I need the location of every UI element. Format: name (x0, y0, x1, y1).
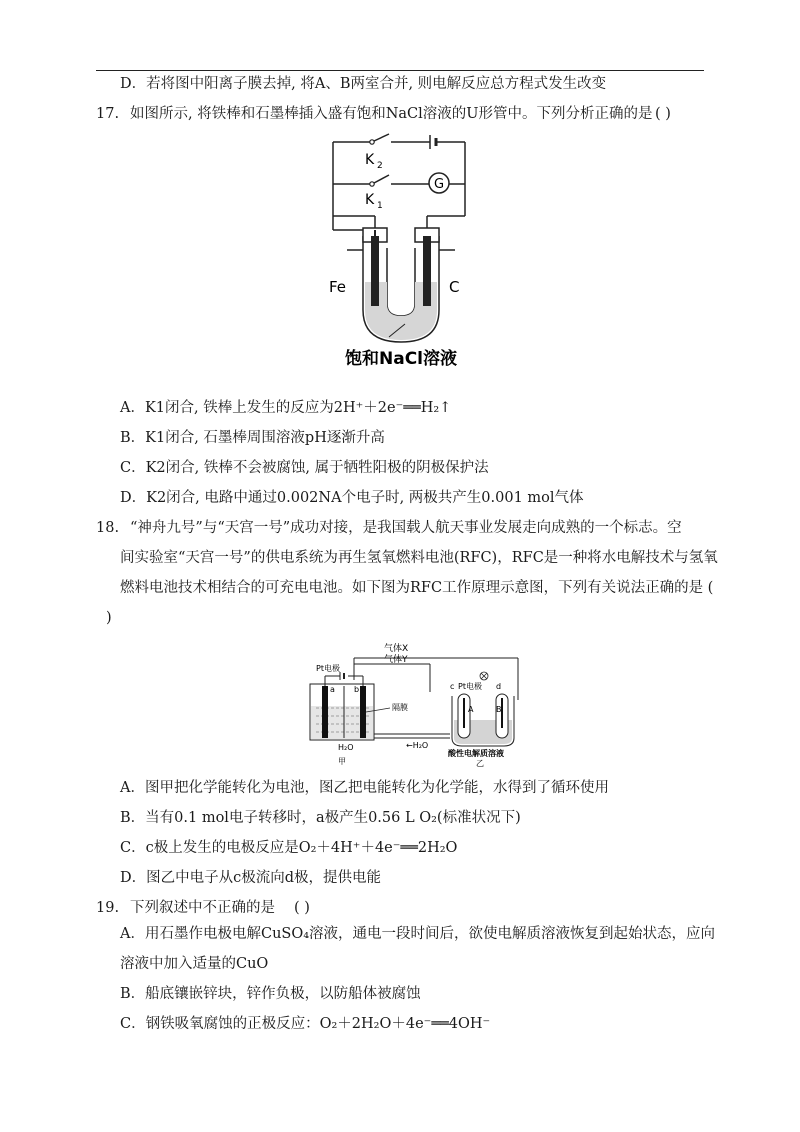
q19-option-a-cont: 溶液中加入适量的CuO (120, 956, 269, 972)
membrane-label: 隔膜 (392, 703, 408, 712)
q18-option-d: D．图乙中电子从c极流向d极，提供电能 (120, 870, 382, 886)
q18-stem-line-2: 间实验室“天宫一号”的供电系统为再生氢氧燃料电池(RFC)，RFC是一种将水电解技术与氢氧 (120, 550, 718, 566)
q18-option-a: A．图甲把化学能转化为电池，图乙把电能转化为化学能，水得到了循环使用 (120, 780, 609, 796)
q19-option-b: B．船底镶嵌锌块，锌作负极，以防船体被腐蚀 (120, 986, 421, 1002)
k1-label: K (365, 192, 375, 208)
q17-number: 17. (96, 106, 120, 122)
q18-number: 18. (96, 520, 120, 536)
c-electrode-label: c (450, 682, 455, 691)
q19-number: 19. (96, 900, 120, 916)
h2o-left-label: H₂O (338, 743, 354, 752)
q17-option-a: A．K1闭合, 铁棒上发生的反应为2H⁺＋2e⁻══H₂↑ (120, 400, 452, 416)
pt-right-label: Pt电极 (458, 682, 482, 691)
option-d-prev: D．若将图中阳离子膜去掉, 将A、B两室合并, 则电解反应总方程式发生改变 (120, 76, 607, 92)
h2o-arrow-label: ←H₂O (406, 741, 429, 750)
q17-option-c: C．K2闭合, 铁棒不会被腐蚀, 属于牺牲阳极的阴极保护法 (120, 460, 489, 476)
q17-stem: 如图所示, 将铁棒和石墨棒插入盛有饱和NaCl溶液的U形管中。下列分析正确的是 (130, 106, 653, 122)
A-label: A (468, 705, 474, 714)
electrolyte-label: 酸性电解质溶液 (448, 749, 504, 758)
galvanometer-label: G (434, 177, 445, 192)
yi-label: 乙 (476, 759, 484, 768)
q17-option-d: D．K2闭合, 电路中通过0.002NA个电子时, 两极共产生0.001 mol气体 (120, 490, 584, 506)
q19-answer-paren: ( ) (294, 900, 310, 916)
b-label: b (354, 685, 360, 694)
gas-y-label: 气体Y (384, 655, 408, 665)
q17-u-tube-figure (325, 132, 475, 372)
k2-sub: 2 (377, 161, 383, 171)
q18-rfc-figure (300, 640, 532, 770)
B-label: B (496, 705, 502, 714)
gas-x-label: 气体X (384, 644, 409, 654)
q19-stem: 下列叙述中不正确的是 (130, 900, 275, 916)
u-tube-caption: 饱和NaCl溶液 (345, 349, 458, 369)
q18-option-b: B．当有0.1 mol电子转移时，a极产生0.56 L O₂(标准状况下) (120, 810, 521, 826)
a-label: a (330, 685, 335, 694)
q17-answer-paren: ( ) (655, 106, 671, 122)
q18-stem-line-3: 燃料电池技术相结合的可充电电池。如下图为RFC工作原理示意图，下列有关说法正确的是 ( (120, 580, 714, 596)
q19-option-c: C．钢铁吸氧腐蚀的正极反应：O₂＋2H₂O＋4e⁻══4OH⁻ (120, 1016, 491, 1032)
k2-label: K (365, 152, 375, 168)
q18-option-c: C．c极上发生的电极反应是O₂＋4H⁺＋4e⁻══2H₂O (120, 840, 458, 856)
fe-label: Fe (329, 278, 347, 296)
header-rule (96, 70, 704, 71)
jia-label: 甲 (338, 757, 346, 766)
pt-left-label: Pt电极 (316, 664, 340, 673)
q18-stem-line-1: “神舟九号”与“天宫一号”成功对接，是我国载人航天事业发展走向成熟的一个标志。空 (130, 520, 682, 536)
q18-paren-close: ) (106, 610, 112, 626)
q17-option-b: B．K1闭合, 石墨棒周围溶液pH逐渐升高 (120, 430, 385, 446)
k1-sub: 1 (377, 201, 383, 211)
d-electrode-label: d (496, 682, 502, 691)
q19-option-a: A．用石墨作电极电解CuSO₄溶液，通电一段时间后，欲使电解质溶液恢复到起始状态，应向 (120, 926, 716, 942)
c-label: C (449, 278, 460, 296)
